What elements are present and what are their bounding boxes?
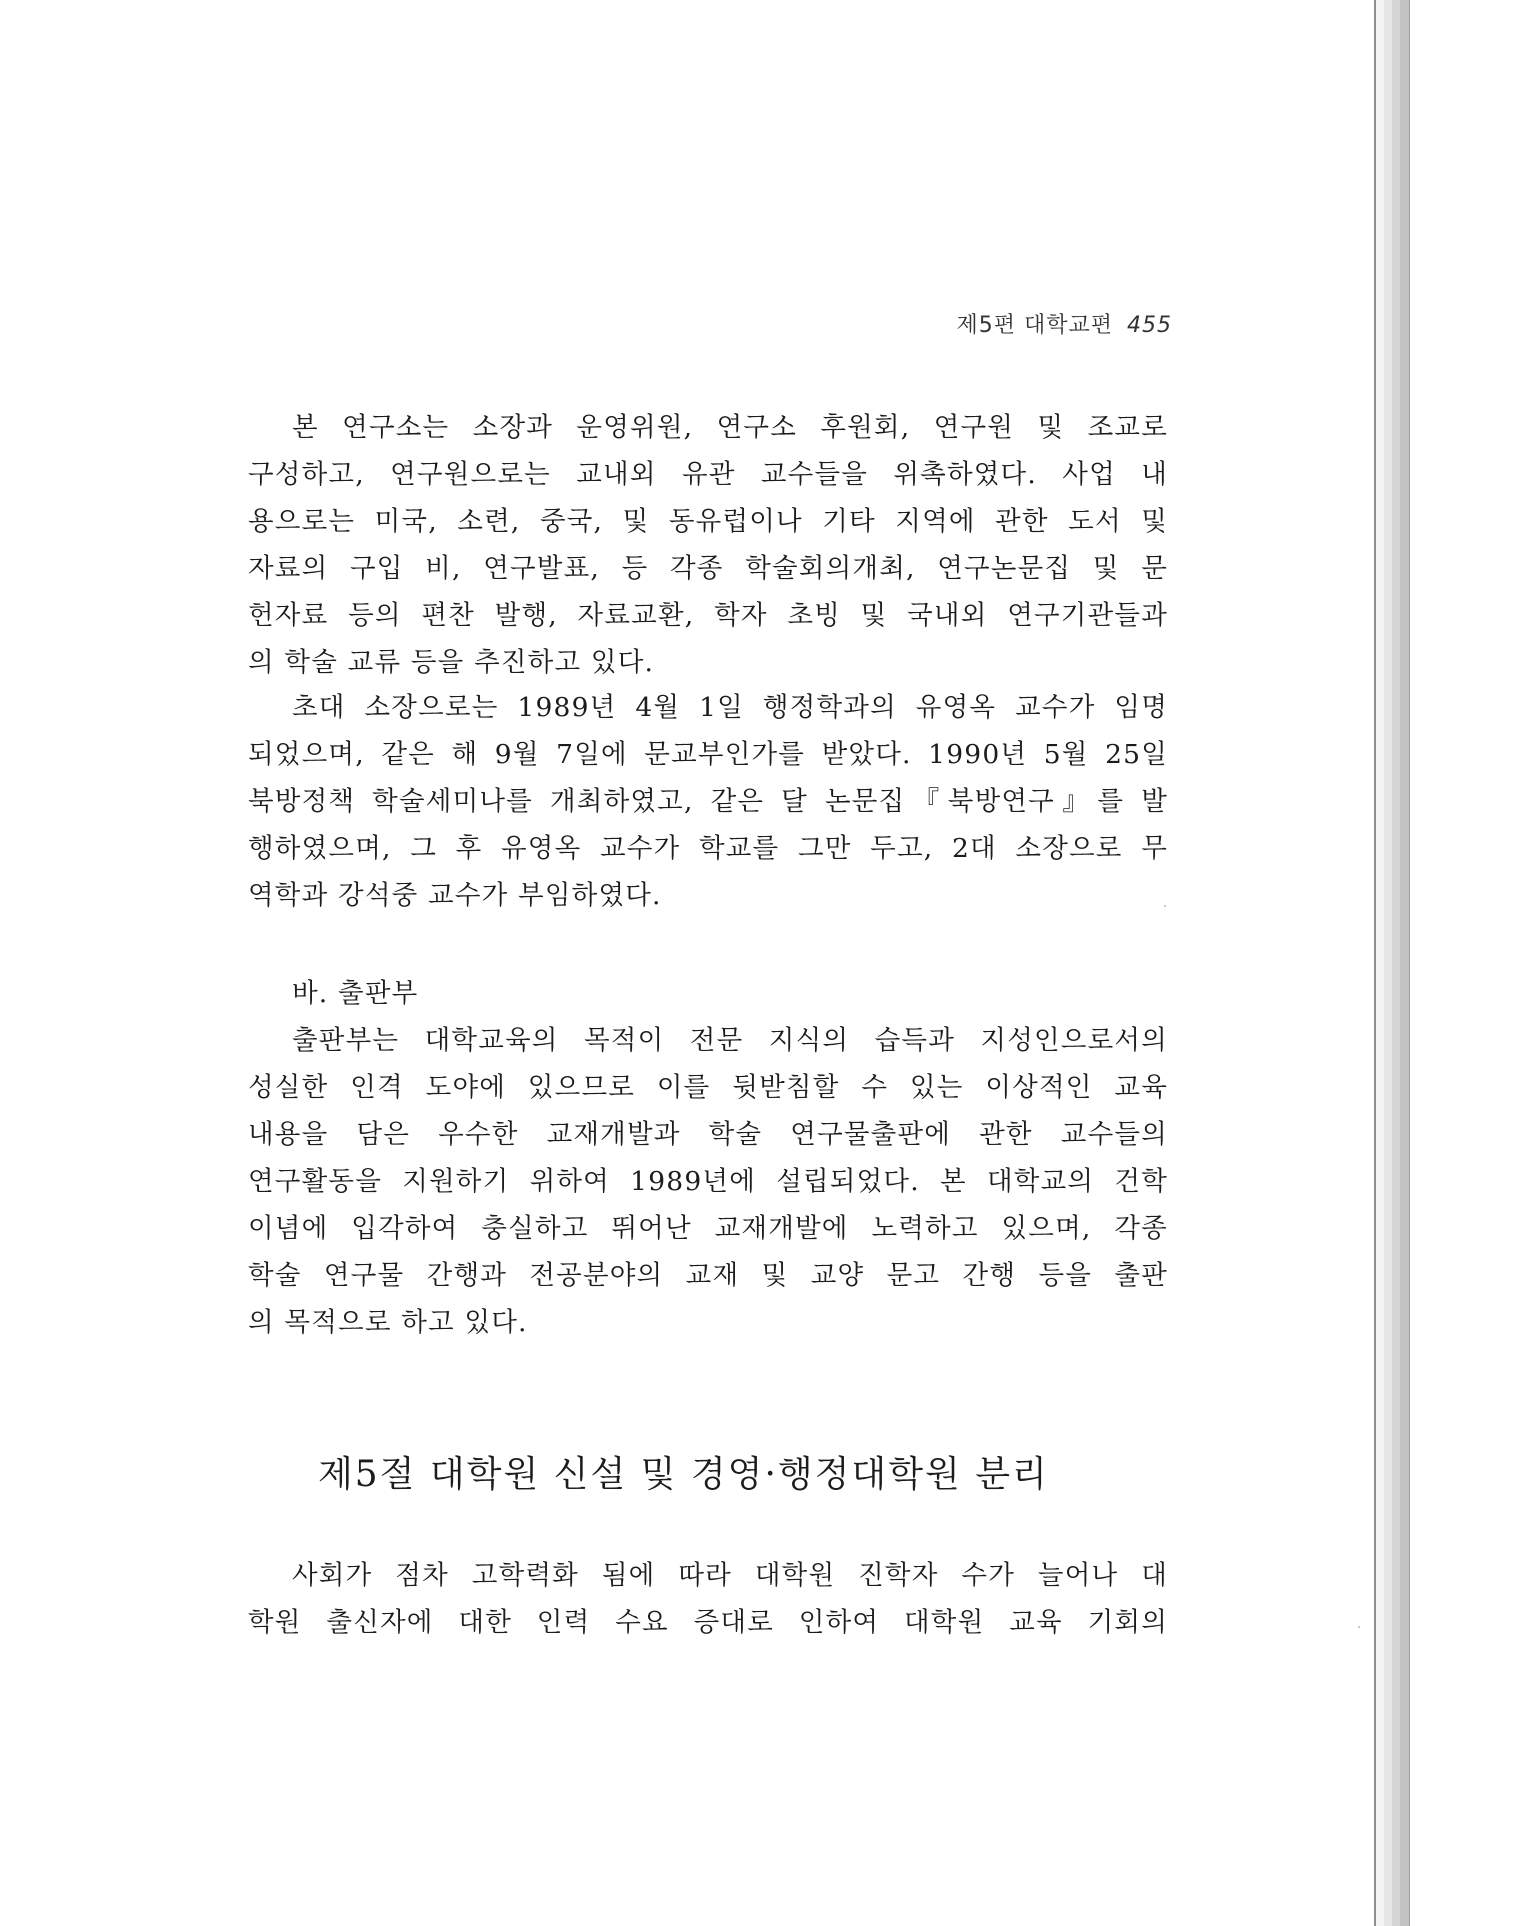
text-line: 역학과 강석중 교수가 부임하였다. xyxy=(248,880,662,911)
page-edge-layer xyxy=(1400,0,1410,1926)
text-line: 용으로는 미국, 소련, 중국, 및 동유럽이나 기타 지역에 관한 도서 및 xyxy=(248,506,1168,537)
text-line: 행하였으며, 그 후 유영옥 교수가 학교를 그만 두고, 2대 소장으로 무 xyxy=(248,833,1168,864)
text-line: 학원 출신자에 대한 인력 수요 증대로 인하여 대학원 교육 기회의 xyxy=(248,1607,1168,1638)
text-line: 북방정책 학술세미나를 개최하였고, 같은 달 논문집『북방연구』를 발 xyxy=(248,786,1168,817)
text-line: 내용을 담은 우수한 교재개발과 학술 연구물출판에 관한 교수들의 xyxy=(248,1119,1168,1150)
paragraph-publishing-department xyxy=(248,1017,1168,1346)
section-title: 제5절 대학원 신설 및 경영·행정대학원 분리 xyxy=(318,1454,1049,1495)
text-line: 학술 연구물 간행과 전공분야의 교재 및 교양 문고 간행 등을 출판 xyxy=(248,1260,1168,1291)
text-line: 출판부는 대학교육의 목적이 전문 지식의 습득과 지성인으로서의 xyxy=(292,1025,1168,1056)
page-number: 455 xyxy=(1127,313,1172,338)
scan-speck xyxy=(1358,1626,1360,1628)
text-line: 의 목적으로 하고 있다. xyxy=(248,1307,528,1338)
text-line: 이념에 입각하여 충실하고 뛰어난 교재개발에 노력하고 있으며, 각종 xyxy=(248,1213,1168,1244)
subheading-publishing-department: 바. 출판부 xyxy=(292,978,419,1009)
paragraph-graduate-school xyxy=(248,1552,1168,1646)
running-head-label: 제5편 대학교편 xyxy=(956,313,1113,338)
text-line: 자료의 구입 비, 연구발표, 등 각종 학술회의개최, 연구논문집 및 문 xyxy=(248,553,1168,584)
text-line: 초대 소장으로는 1989년 4월 1일 행정학과의 유영옥 교수가 임명 xyxy=(292,692,1168,723)
text-line: 구성하고, 연구원으로는 교내외 유관 교수들을 위촉하였다. 사업 내 xyxy=(248,459,1168,490)
page-stack-edge xyxy=(1374,0,1414,1926)
text-line: 연구활동을 지원하기 위하여 1989년에 설립되었다. 본 대학교의 건학 xyxy=(248,1166,1168,1197)
paragraph-institute-history xyxy=(248,684,1168,919)
text-line: 의 학술 교류 등을 추진하고 있다. xyxy=(248,647,655,678)
paragraph-research-institute-organization xyxy=(248,404,1168,686)
text-line: 헌자료 등의 편찬 발행, 자료교환, 학자 초빙 및 국내외 연구기관들과 xyxy=(248,600,1168,631)
scan-speck xyxy=(1164,905,1166,907)
text-line: 성실한 인격 도야에 있으므로 이를 뒷받침할 수 있는 이상적인 교육 xyxy=(248,1072,1168,1103)
text-line: 본 연구소는 소장과 운영위원, 연구소 후원회, 연구원 및 조교로 xyxy=(292,412,1168,443)
text-line: 되었으며, 같은 해 9월 7일에 문교부인가를 받았다. 1990년 5월 25일 xyxy=(248,739,1168,770)
text-line: 사회가 점차 고학력화 됨에 따라 대학원 진학자 수가 늘어나 대 xyxy=(292,1560,1168,1591)
running-head xyxy=(956,308,1172,339)
